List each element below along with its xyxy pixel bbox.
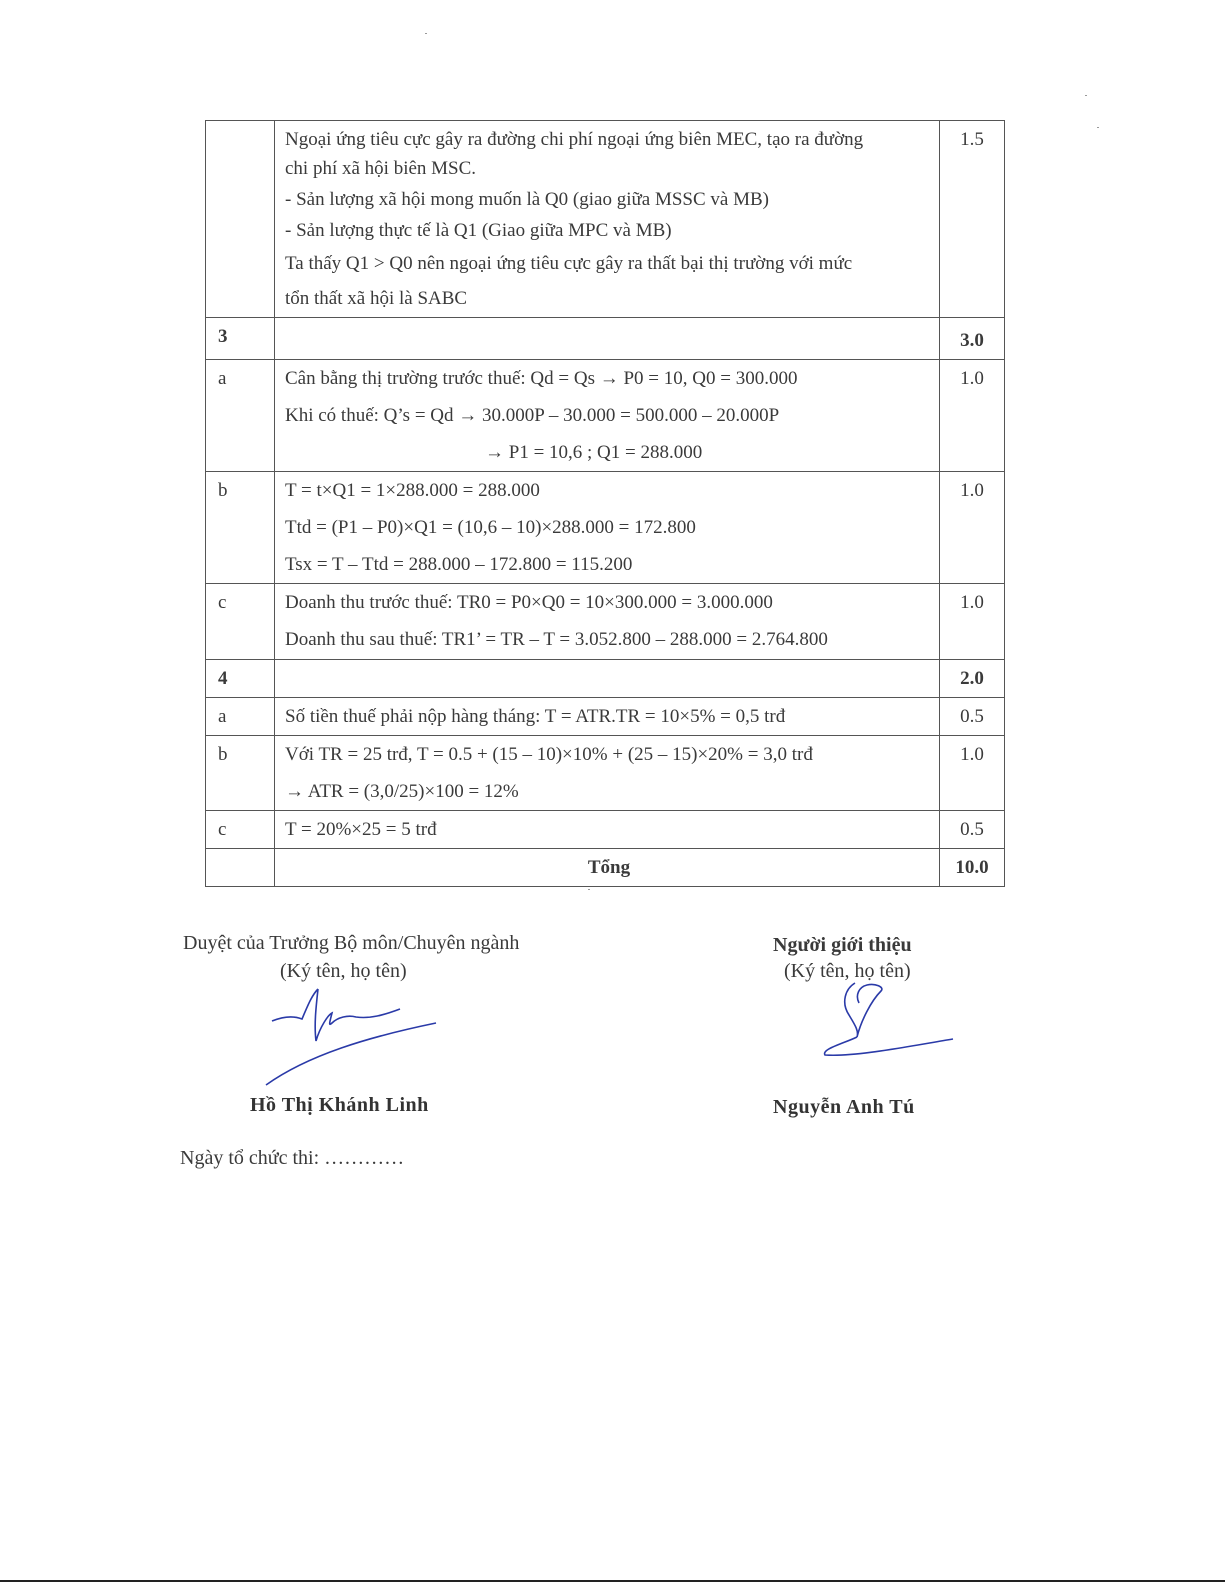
table-row <box>206 736 1005 811</box>
row-label: c <box>206 811 275 849</box>
row-content <box>275 584 940 660</box>
row-score: 1.0 <box>940 584 1005 660</box>
text-line: T = t×Q1 = 1×288.000 = 288.000 <box>285 480 540 501</box>
approval-title: Duyệt của Trưởng Bộ môn/Chuyên ngành <box>183 932 520 954</box>
text-line: Ta thấy Q1 > Q0 nên ngoại ứng tiêu cực gây ra thất bại thị trường với mức <box>285 253 853 274</box>
text-line: tổn thất xã hội là SABC <box>285 288 468 309</box>
table-row <box>206 121 1005 318</box>
row-content <box>275 121 940 318</box>
row-score: 1.5 <box>940 121 1005 318</box>
answer-table <box>205 120 1005 887</box>
text-line: Ngoại ứng tiêu cực gây ra đường chi phí ngoại ứng biên MEC, tạo ra đường <box>285 129 864 150</box>
row-score: 0.5 <box>940 698 1005 736</box>
row-label: 4 <box>206 660 275 698</box>
total-score: 10.0 <box>940 849 1005 887</box>
total-label: Tổng <box>275 849 940 887</box>
table-row-total <box>206 849 1005 887</box>
row-score: 1.0 <box>940 472 1005 584</box>
text-line: - Sản lượng thực tế là Q1 (Giao giữa MPC và MB) <box>285 220 672 241</box>
table-row <box>206 660 1005 698</box>
row-label <box>206 849 275 887</box>
scan-speck <box>588 889 590 890</box>
row-content <box>275 811 940 849</box>
row-label: a <box>206 360 275 472</box>
approval-subtitle: (Ký tên, họ tên) <box>280 960 407 982</box>
text-line: T = 20%×25 = 5 trđ <box>285 819 437 840</box>
row-label: a <box>206 698 275 736</box>
row-score: 3.0 <box>940 318 1005 360</box>
row-label: 3 <box>206 318 275 360</box>
table-row <box>206 472 1005 584</box>
text-line: chi phí xã hội biên MSC. <box>285 158 477 179</box>
presenter-subtitle: (Ký tên, họ tên) <box>784 960 911 982</box>
exam-date: Ngày tổ chức thi: ………… <box>180 1147 405 1169</box>
text-line: Doanh thu sau thuế: TR1’ = TR – T = 3.052.800 – 288.000 = 2.764.800 <box>285 629 828 650</box>
scan-edge <box>0 1580 1225 1582</box>
text-line: Khi có thuế: Q’s = Qd → 30.000P – 30.000 = 500.000 – 20.000P <box>285 405 780 426</box>
text-line: → ATR = (3,0/25)×100 = 12% <box>285 781 519 802</box>
table-row <box>206 584 1005 660</box>
row-label <box>206 121 275 318</box>
text-line: Doanh thu trước thuế: TR0 = P0×Q0 = 10×300.000 = 3.000.000 <box>285 592 773 613</box>
row-content <box>275 736 940 811</box>
row-score: 0.5 <box>940 811 1005 849</box>
text-line: Ttd = (P1 – P0)×Q1 = (10,6 – 10)×288.000 = 172.800 <box>285 517 696 538</box>
presenter-title: Người giới thiệu <box>773 934 912 956</box>
text-line: Với TR = 25 trđ, T = 0.5 + (15 – 10)×10% + (25 – 15)×20% = 3,0 trđ <box>285 744 813 765</box>
row-content <box>275 360 940 472</box>
presenter-signature <box>815 975 965 1065</box>
approval-signature <box>258 985 458 1095</box>
row-score: 1.0 <box>940 736 1005 811</box>
table-row <box>206 318 1005 360</box>
row-score: 2.0 <box>940 660 1005 698</box>
text-line: - Sản lượng xã hội mong muốn là Q0 (giao giữa MSSC và MB) <box>285 189 769 210</box>
table-row <box>206 698 1005 736</box>
table-row <box>206 360 1005 472</box>
text-line: Tsx = T – Ttd = 288.000 – 172.800 = 115.200 <box>285 554 633 575</box>
row-label: b <box>206 736 275 811</box>
text-line: → P1 = 10,6 ; Q1 = 288.000 <box>485 442 703 463</box>
row-content <box>275 660 940 698</box>
row-content <box>275 318 940 360</box>
scan-speck <box>1085 95 1087 96</box>
row-content <box>275 472 940 584</box>
scan-speck <box>425 33 427 34</box>
presenter-name: Nguyễn Anh Tú <box>773 1096 915 1118</box>
row-label: c <box>206 584 275 660</box>
text-line: Cân bằng thị trường trước thuế: Qd = Qs → P0 = 10, Q0 = 300.000 <box>285 368 798 389</box>
table-row <box>206 811 1005 849</box>
row-content <box>275 698 940 736</box>
approval-name: Hồ Thị Khánh Linh <box>250 1094 429 1116</box>
row-label: b <box>206 472 275 584</box>
row-score: 1.0 <box>940 360 1005 472</box>
scan-speck <box>1097 127 1099 128</box>
text-line: Số tiền thuế phải nộp hàng tháng: T = ATR.TR = 10×5% = 0,5 trđ <box>285 706 786 727</box>
